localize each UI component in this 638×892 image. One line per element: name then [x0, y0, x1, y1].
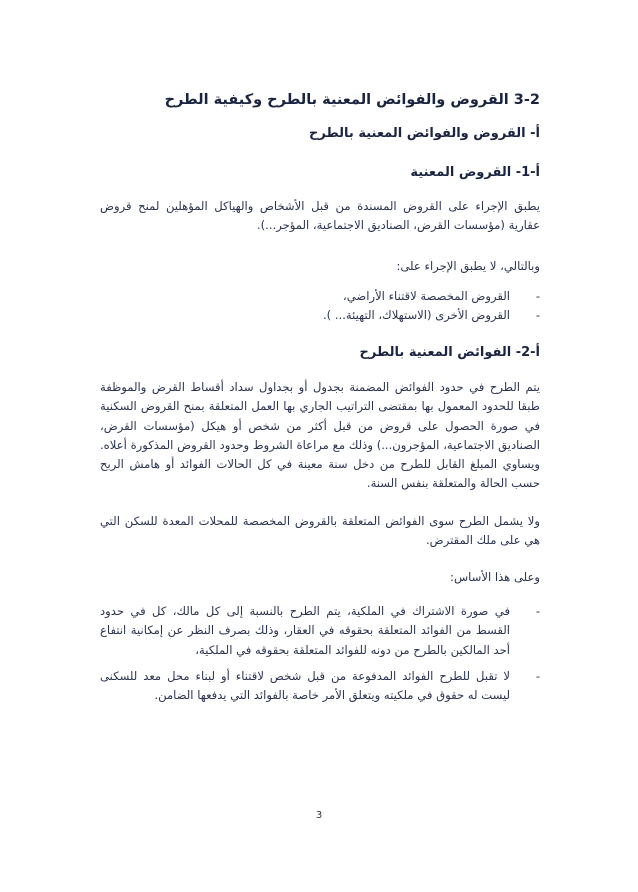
list-item	[100, 602, 540, 660]
subheading-a: أ- القروض والفوائض المعنية بالطرح	[309, 126, 540, 141]
paragraph-housing-only: ولا يشمل الطرح سوى الفوائض المتعلقة بالقروض المخصصة للمحلات المعدة للسكن التي هي على ملك المقترض.	[100, 514, 540, 548]
list-item	[100, 287, 540, 306]
bullet-dash: -	[535, 308, 540, 323]
bullet-dash: -	[535, 289, 540, 303]
list-item	[100, 667, 540, 706]
list-item	[100, 306, 540, 325]
subheading-a2: أ-2- الفوائض المعنية بالطرح	[359, 345, 540, 360]
list-item-text: القروض الأخرى (الاستهلاك، التهيئة... ).	[322, 308, 510, 323]
page-number: 3	[315, 810, 323, 821]
bullet-dash: -	[535, 604, 540, 618]
list-item-text: القروض المخصصة لاقتناء الأراضي،	[343, 289, 510, 303]
list-item-text: لا تقبل للطرح الفوائد المدفوعة من قبل شخص لاقتناء أو لبناء محل معد للسكنى ليست له حقوق في ملكيته ويتعلق الأمر خاصة بالفوائد التي يدفعها الضامن.	[100, 668, 510, 703]
paragraph-exclusions-intro: وبالتالي، لا يطبق الإجراء على:	[396, 259, 540, 273]
paragraph-eligible-loans: يطبق الإجراء على القروض المسندة من قبل الأشخاص والهياكل المؤهلين لمنح قروض عقارية (مؤسسات القرض، الصناديق الاجتماعية، المؤجر...).	[100, 199, 540, 233]
exclusions-list	[100, 287, 540, 326]
paragraph-basis-intro: وعلى هذا الأساس:	[450, 570, 540, 584]
basis-list	[100, 602, 540, 705]
list-item-text: في صورة الاشتراك في الملكية، يتم الطرح بالنسبة إلى كل مالك، كل في حدود القسط من الفوائد المتعلقة بحقوقه في العقار، وذلك بصرف النظر عن إمكانية انتفاع أحد المالكين بالطرح من دونه للفوائد المتعلقة بحقوقه في الملكية،	[100, 604, 510, 657]
bullet-dash: -	[535, 668, 540, 683]
paragraph-deductible-interest: يتم الطرح في حدود الفوائض المضمنة بجدول أو بجداول سداد أقساط القرض والموظفة طبقا للحدود المعمول بها بمقتضى التراتيب الجاري بها العمل المتعلقة بمنح القروض السكنية في صورة الحصول على قروض من قبل أكثر من شخص أو هيكل (مؤسسات القرض، الصناديق الاجتماعية، المؤجرون...) وذلك مع مراعاة الشروط وحدود القروض المذكورة أعلاه. ويساوي المبلغ القابل للطرح من دخل سنة معينة في كل الحالات الفوائد أو هامش الربح حسب الحالة والمتعلقة بنفس السنة.	[100, 380, 540, 491]
subheading-a1: أ-1- القروض المعنية	[410, 165, 540, 180]
section-heading: 3-2 القروض والفوائض المعنية بالطرح وكيفية الطرح	[164, 92, 540, 108]
